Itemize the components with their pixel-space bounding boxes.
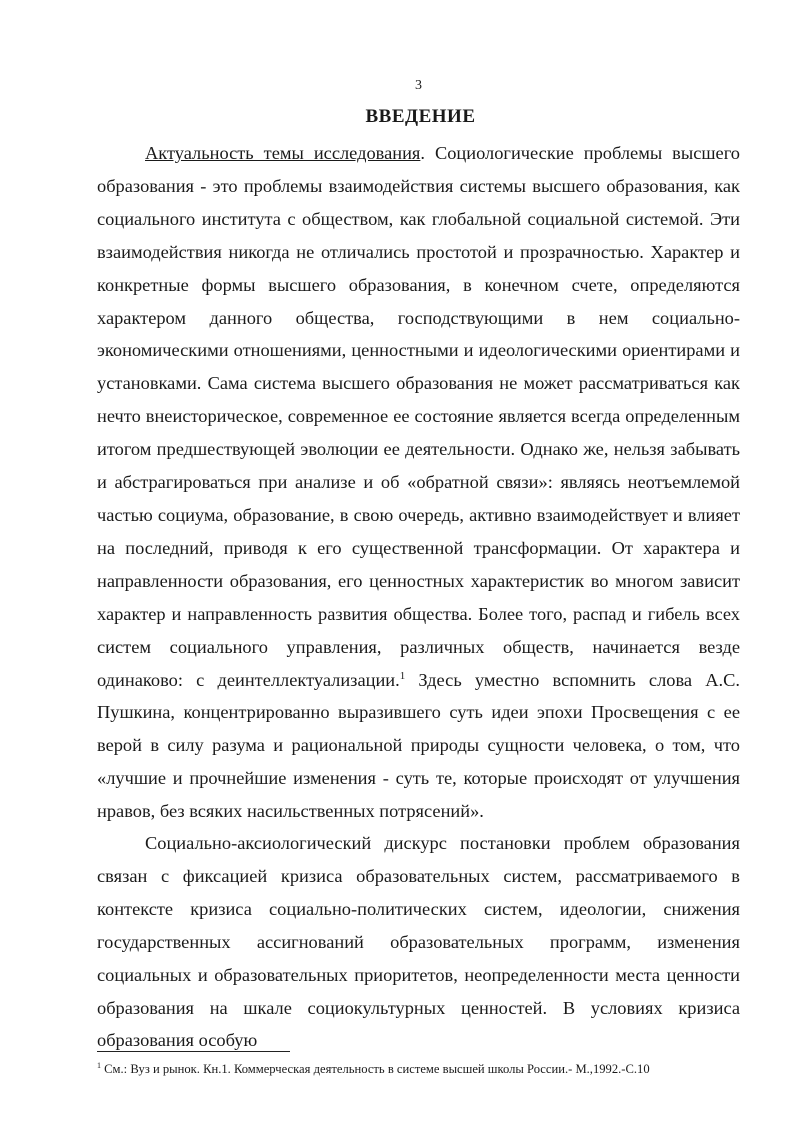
section-heading: ВВЕДЕНИЕ	[365, 106, 476, 127]
paragraph-2: Социально-аксиологический дискурс постановки проблем образования связан с фиксацией кризиса образовательных систем, рассматриваемого в контексте кризиса социально-политических систем, идеологии, снижения государственных ассигнований образовательных программ, изменения социальных и образовательных приоритетов, неопределенности места ценности образования на шкале социокультурных ценностей. В условиях кризиса образования особую	[97, 833, 740, 1051]
relevance-lead: Актуальность темы исследования	[145, 143, 421, 163]
footnote-text: См.: Вуз и рынок. Кн.1. Коммерческая деятельность в системе высшей школы России.- М.,1992.-С.10	[101, 1062, 650, 1076]
paragraph-1	[97, 137, 740, 828]
paragraph-1-text-b: Здесь уместно вспомнить слова А.С. Пушкина, концентрированно выразившего суть идеи эпохи Просвещения с ее верой в силу разума и рациональной природы сущности человека, о том, что «лучшие и прочнейшие изменения - суть те, которые происходят от улучшения нравов, без всяких насильственных потрясений».	[97, 669, 740, 822]
page-number: 3	[415, 78, 422, 93]
footnote	[97, 1061, 740, 1077]
footnote-marker: 1	[97, 1060, 101, 1070]
paragraph-1-text-a: . Социологические проблемы высшего образования - это проблемы взаимодействия системы высшего образования, как социального института с обществом, как глобальной социальной системой. Эти взаимодействия никогда не отличались простотой и прозрачностью. Характер и конкретные формы высшего образования, в конечном счете, определяются характером данного общества, господствующими в нем социально-экономическими отношениями, ценностными и идеологическими ориентирами и установками. Сама система высшего образования не может рассматриваться как нечто внеисторическое, современное ее состояние является всегда определенным итогом предшествующей эволюции ее деятельности. Однако же, нельзя забывать и абстрагироваться при анализе и об «обратной связи»: являясь неотъемлемой частью социума, образование, в свою очередь, активно взаимодействует и влияет на последний, приводя к его существенной трансформации. От характера и направленности образования, его ценностных характеристик во многом зависит характер и направленность развития общества. Более того, распад и гибель всех систем социального управления, различных обществ, начинается везде одинаково: с деинтеллектуализации.	[97, 143, 740, 690]
footnote-reference: 1	[399, 669, 406, 682]
footnote-divider	[97, 1051, 290, 1052]
paragraph-discourse	[97, 827, 740, 1057]
paragraph-relevance	[97, 137, 740, 828]
